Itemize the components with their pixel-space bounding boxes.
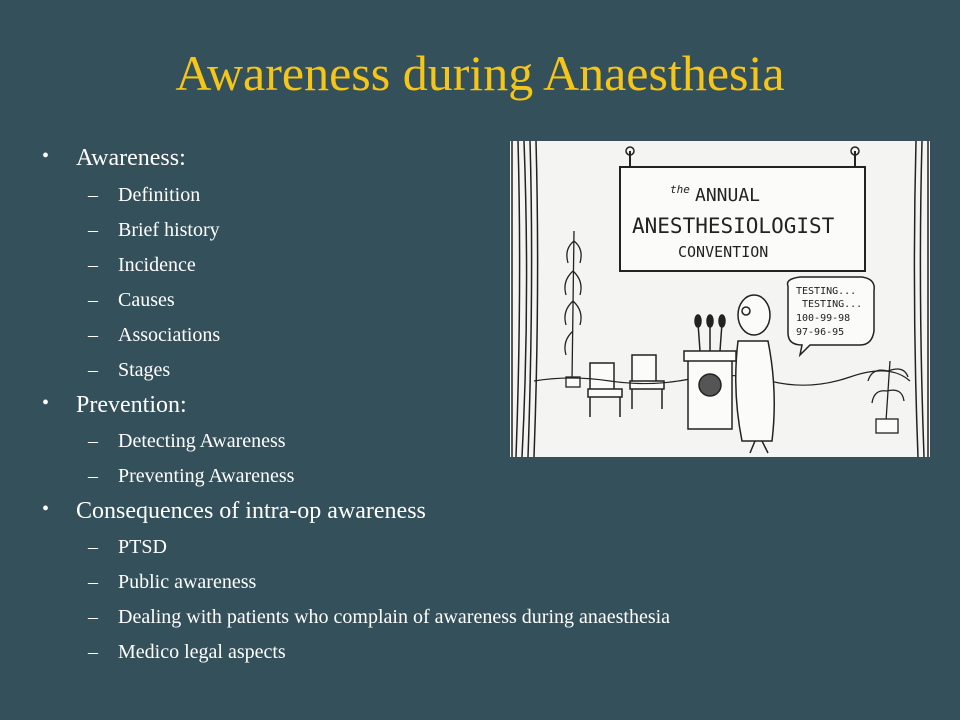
dash-icon: – xyxy=(88,536,98,558)
sub-item-label: Public awareness xyxy=(118,571,257,593)
dash-icon: – xyxy=(88,359,98,381)
cartoon-image xyxy=(510,141,930,457)
banner-text-annual: ANNUAL xyxy=(695,185,761,206)
speech-bubble xyxy=(788,277,875,355)
sub-item-label: Incidence xyxy=(118,254,196,276)
sub-item xyxy=(36,572,916,592)
sub-item-label: Associations xyxy=(118,324,221,346)
sub-item-label: Preventing Awareness xyxy=(118,465,295,487)
bullet-label: Consequences of intra-op awareness xyxy=(76,498,426,524)
sub-item xyxy=(36,642,916,662)
sub-item-label: Brief history xyxy=(118,219,220,241)
sub-item xyxy=(36,466,916,486)
sub-item xyxy=(36,607,916,627)
bullet-dot-icon: • xyxy=(42,498,50,520)
speech-text-1: TESTING... xyxy=(796,286,857,297)
dash-icon: – xyxy=(88,430,98,452)
dash-icon: – xyxy=(88,641,98,663)
sub-item-label: Definition xyxy=(118,184,201,206)
sub-item xyxy=(36,537,916,557)
speech-text-4: 97-96-95 xyxy=(796,327,845,338)
banner-text-the: the xyxy=(670,183,690,196)
bullet-dot-icon: • xyxy=(42,145,50,167)
bullet-label: Prevention: xyxy=(76,392,187,418)
sub-item-label: Medico legal aspects xyxy=(118,641,286,663)
speaker-figure xyxy=(736,295,775,453)
sub-item-label: Stages xyxy=(118,359,171,381)
sub-item-label: Dealing with patients who complain of awareness during anaesthesia xyxy=(118,606,671,628)
bullet-consequences xyxy=(36,499,916,523)
dash-icon: – xyxy=(88,571,98,593)
banner-text-convention: CONVENTION xyxy=(678,243,769,261)
dash-icon: – xyxy=(88,254,98,276)
dash-icon: – xyxy=(88,606,98,628)
dash-icon: – xyxy=(88,184,98,206)
sub-item-label: Causes xyxy=(118,289,175,311)
dash-icon: – xyxy=(88,324,98,346)
sub-item-label: Detecting Awareness xyxy=(118,430,286,452)
slide-title: Awareness during Anaesthesia xyxy=(175,45,785,101)
cartoon-illustration xyxy=(510,141,930,457)
dash-icon: – xyxy=(88,219,98,241)
speech-text-3: 100-99-98 xyxy=(796,313,851,324)
bullet-dot-icon: • xyxy=(42,392,50,414)
sub-item-label: PTSD xyxy=(118,536,167,558)
dash-icon: – xyxy=(88,289,98,311)
speech-text-2: TESTING... xyxy=(802,299,863,310)
banner-text-anesthesiologist: ANESTHESIOLOGIST xyxy=(632,214,835,238)
bullet-label: Awareness: xyxy=(76,145,186,171)
dash-icon: – xyxy=(88,465,98,487)
